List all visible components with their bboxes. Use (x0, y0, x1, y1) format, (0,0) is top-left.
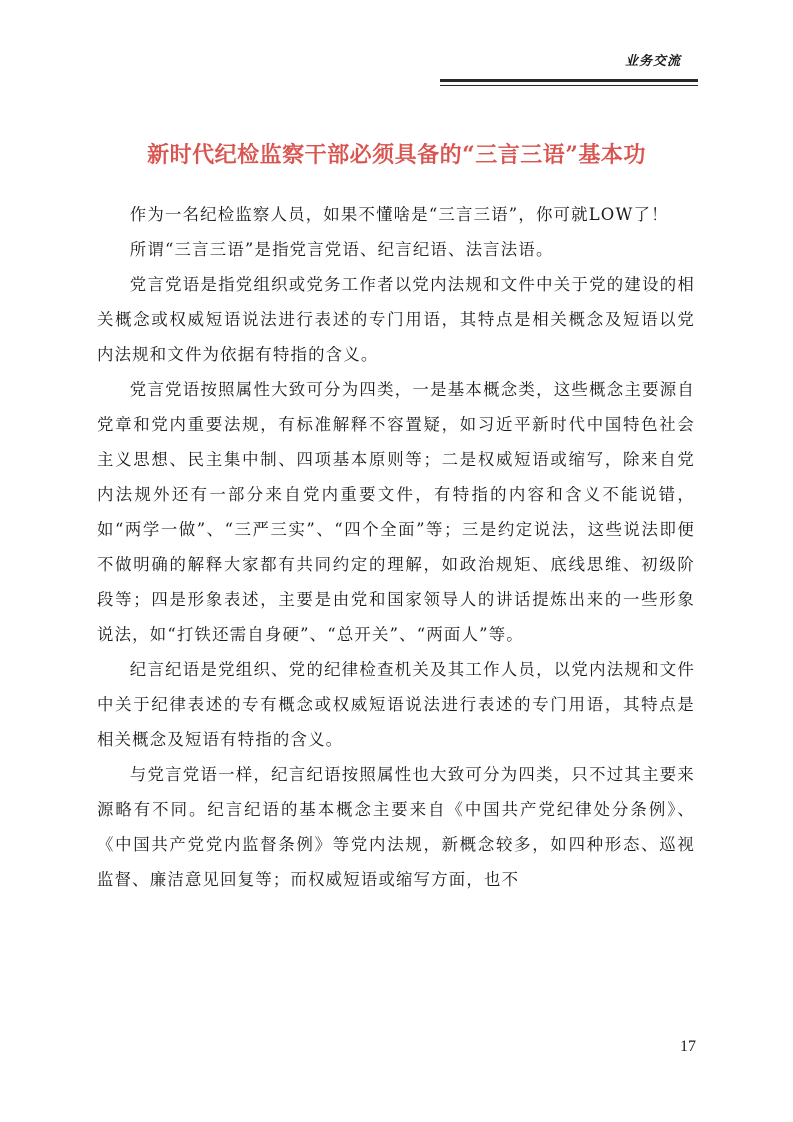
header-rule-thin (440, 85, 698, 86)
page-number: 17 (680, 1038, 696, 1055)
paragraph: 所谓“三言三语”是指党言党语、纪言纪语、法言法语。 (129, 240, 554, 259)
paragraph: 党言党语按照属性大致可分为四类，一是基本概念类，这些概念主要源自党章和党内重要法规，有标准解释不容置疑，如习近平新时代中国特色社会主义思想、民主集中制、四项基本原则等；二是权威短语或缩写，除来自党内法规外还有一部分来自党内重要文件，有特指的内容和含义不能说错，如“两学一做”、“三严三实”、“四个全面”等；三是约定说法，这些说法即便不做明确的解释大家都有共同约定的理解，如政治规矩、底线思维、初级阶段等；四是形象表述，主要是由党和国家领导人的讲话提炼出来的一些形象说法，如“打铁还需自身硬”、“总开关”、“两面人”等。 (97, 380, 695, 644)
paragraph: 纪言纪语是党组织、党的纪律检查机关及其工作人员，以党内法规和文件中关于纪律表述的专有概念或权威短语说法进行表述的专门用语，其特点是相关概念及短语有特指的含义。 (97, 660, 695, 749)
article-body (97, 197, 695, 897)
article-title: 新时代纪检监察干部必须具备的“三言三语”基本功 (147, 141, 646, 168)
paragraph: 党言党语是指党组织或党务工作者以党内法规和文件中关于党的建设的相关概念或权威短语说法进行表述的专门用语，其特点是相关概念及短语以党内法规和文件为依据有特指的含义。 (97, 275, 695, 364)
paragraph: 作为一名纪检监察人员，如果不懂啥是“三言三语”，你可就LOW了！ (129, 205, 669, 224)
section-label: 业务交流 (624, 54, 681, 69)
paragraph: 与党言党语一样，纪言纪语按照属性也大致可分为四类，只不过其主要来源略有不同。纪言纪语的基本概念主要来自《中国共产党纪律处分条例》、《中国共产党党内监督条例》等党内法规，新概念较多，如四种形态、巡视监督、廉洁意见回复等；而权威短语或缩写方面，也不 (97, 765, 695, 889)
header-rule-thick (440, 79, 698, 82)
